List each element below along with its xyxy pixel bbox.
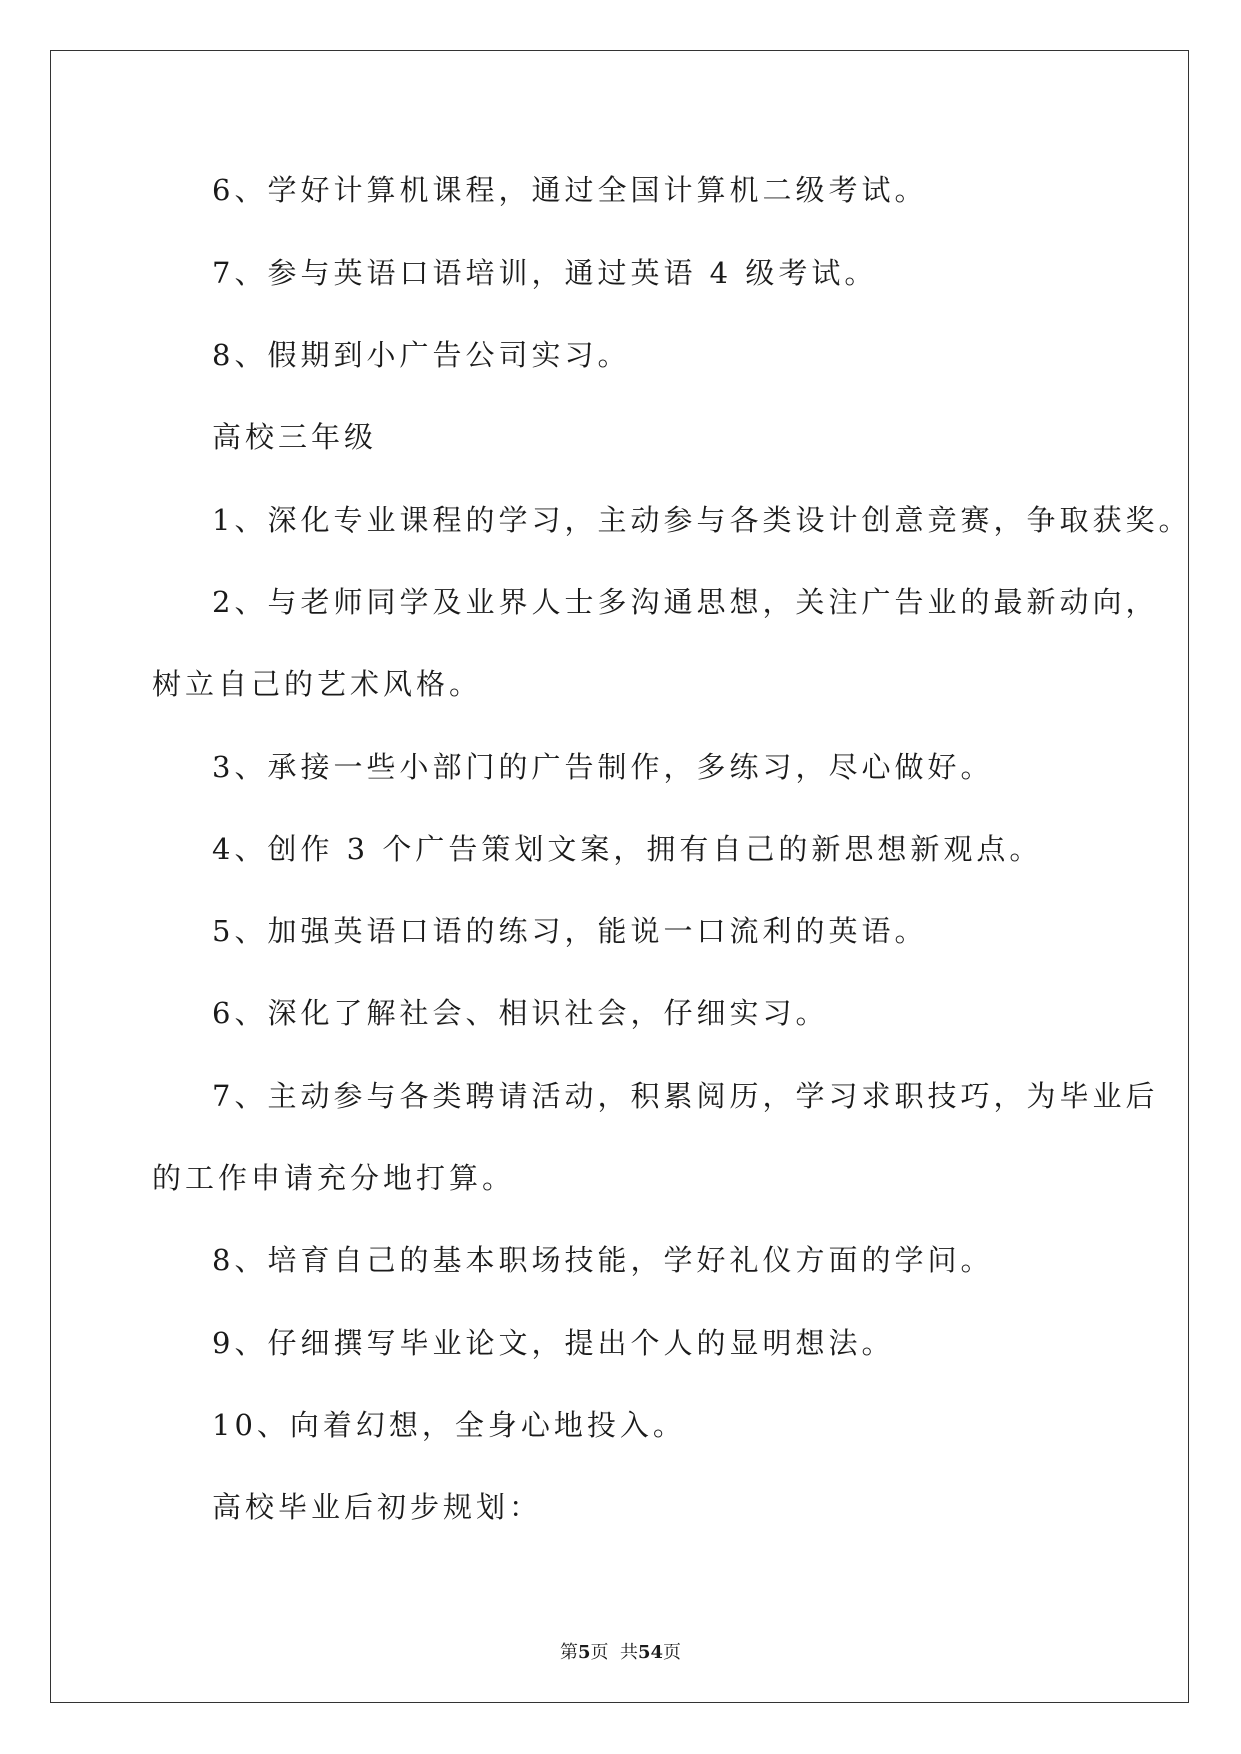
paragraph-line: 6、学好计算机课程，通过全国计算机二级考试。 <box>212 173 928 207</box>
footer-mid: 页 共 <box>590 1642 638 1663</box>
paragraph-line: 7、参与英语口语培训，通过英语 4 级考试。 <box>212 256 878 290</box>
paragraph-line: 10、向着幻想，全身心地投入。 <box>212 1408 686 1442</box>
page-footer <box>0 1638 1241 1664</box>
paragraph-line: 7、主动参与各类聘请活动，积累阅历，学习求职技巧，为毕业后 <box>212 1079 1159 1113</box>
paragraph-line: 9、仔细撰写毕业论文，提出个人的显明想法。 <box>212 1326 895 1360</box>
footer-prefix: 第 <box>559 1642 578 1663</box>
paragraph-line: 8、假期到小广告公司实习。 <box>212 338 631 372</box>
section-heading: 高校毕业后初步规划： <box>212 1490 543 1524</box>
paragraph-line: 3、承接一些小部门的广告制作，多练习，尽心做好。 <box>212 750 994 784</box>
paragraph-line-continued: 树立自己的艺术风格。 <box>152 667 483 701</box>
paragraph-line-continued: 的工作申请充分地打算。 <box>152 1161 516 1195</box>
paragraph-line: 1、深化专业课程的学习，主动参与各类设计创意竞赛，争取获奖。 <box>212 503 1192 537</box>
paragraph-line: 2、与老师同学及业界人士多沟通思想，关注广告业的最新动向， <box>212 585 1159 619</box>
footer-suffix: 页 <box>663 1642 682 1663</box>
paragraph-line: 4、创作 3 个广告策划文案，拥有自己的新思想新观点。 <box>212 832 1043 866</box>
total-page-count: 54 <box>637 1642 664 1663</box>
paragraph-line: 6、深化了解社会、相识社会，仔细实习。 <box>212 996 829 1030</box>
section-heading: 高校三年级 <box>212 420 378 454</box>
current-page-number: 5 <box>577 1642 591 1663</box>
paragraph-line: 5、加强英语口语的练习，能说一口流利的英语。 <box>212 914 928 948</box>
page-border <box>50 50 1192 1703</box>
paragraph-line: 8、培育自己的基本职场技能，学好礼仪方面的学问。 <box>212 1243 994 1277</box>
